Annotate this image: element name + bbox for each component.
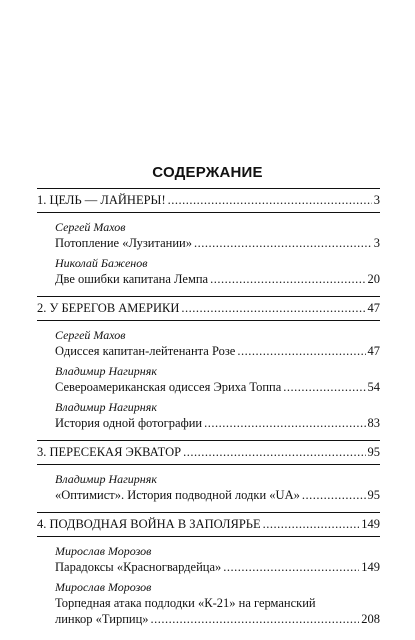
- toc-section-2: [37, 296, 380, 321]
- dot-leader: [263, 516, 360, 533]
- toc-section-3: [37, 440, 380, 465]
- toc-entry: [55, 400, 380, 431]
- entry-author: Владимир Нагирняк: [55, 472, 157, 486]
- dot-leader: [302, 487, 366, 503]
- dot-leader: [210, 271, 365, 287]
- section-page: 47: [367, 301, 380, 315]
- dot-leader: [194, 235, 372, 251]
- section-page: 3: [373, 193, 380, 207]
- entry-title: Североамериканская одиссея Эриха Топпа: [55, 380, 282, 394]
- toc-title: СОДЕРЖАНИЕ: [152, 164, 263, 181]
- section-title: 1. ЦЕЛЬ — ЛАЙНЕРЫ!: [37, 193, 166, 207]
- entry-page: 47: [367, 344, 380, 358]
- entry-author: Мирослав Морозов: [55, 544, 152, 558]
- dot-leader: [223, 559, 359, 575]
- entry-page: 208: [361, 612, 380, 626]
- entry-page: 3: [373, 236, 380, 250]
- toc-entry: [55, 364, 380, 395]
- entry-author: Николай Баженов: [55, 256, 148, 270]
- entry-title: Потопление «Лузитании»: [55, 236, 192, 250]
- toc-entry: [55, 544, 380, 575]
- entry-title: История одной фотографии: [55, 416, 203, 430]
- section-page: 149: [361, 517, 380, 531]
- toc-entry: [55, 328, 380, 359]
- table-of-contents: [37, 188, 380, 636]
- entry-author: Сергей Махов: [55, 220, 126, 234]
- entry-title: Одиссея капитан-лейтенанта Розе: [55, 344, 236, 358]
- entry-title: Две ошибки капитана Лемпа: [55, 272, 209, 286]
- toc-section-1: [37, 188, 380, 213]
- entry-title-line2: линкор «Тирпиц»: [55, 612, 149, 626]
- entry-title: «Оптимист». История подводной лодки «UA»: [55, 488, 300, 502]
- entry-title-line1: Торпедная атака подлодки «К-21» на германский: [55, 596, 316, 610]
- entry-page: 20: [367, 272, 380, 286]
- dot-leader: [151, 611, 360, 627]
- entry-author: Сергей Махов: [55, 328, 126, 342]
- dot-leader: [204, 415, 365, 431]
- entry-page: 149: [361, 560, 380, 574]
- section-title: 3. ПЕРЕСЕКАЯ ЭКВАТОР: [37, 445, 182, 459]
- dot-leader: [183, 444, 365, 461]
- toc-entry: [55, 472, 380, 503]
- dot-leader: [237, 343, 365, 359]
- entry-page: 54: [367, 380, 380, 394]
- section-1-entries: [37, 213, 380, 296]
- entry-page: 83: [367, 416, 380, 430]
- toc-entry: [55, 256, 380, 287]
- toc-entry: [55, 580, 380, 627]
- entry-page: 95: [367, 488, 380, 502]
- section-4-entries: [37, 537, 380, 636]
- entry-author: Владимир Нагирняк: [55, 364, 157, 378]
- section-3-entries: [37, 465, 380, 512]
- entry-author: Мирослав Морозов: [55, 580, 152, 594]
- entry-title: Парадоксы «Красногвардейца»: [55, 560, 222, 574]
- toc-section-4: [37, 512, 380, 537]
- dot-leader: [168, 192, 372, 209]
- section-title: 4. ПОДВОДНАЯ ВОЙНА В ЗАПОЛЯРЬЕ: [37, 517, 261, 531]
- section-page: 95: [367, 445, 380, 459]
- dot-leader: [181, 300, 365, 317]
- section-title: 2. У БЕРЕГОВ АМЕРИКИ: [37, 301, 180, 315]
- toc-entry: [55, 220, 380, 251]
- entry-author: Владимир Нагирняк: [55, 400, 157, 414]
- dot-leader: [283, 379, 365, 395]
- section-2-entries: [37, 321, 380, 440]
